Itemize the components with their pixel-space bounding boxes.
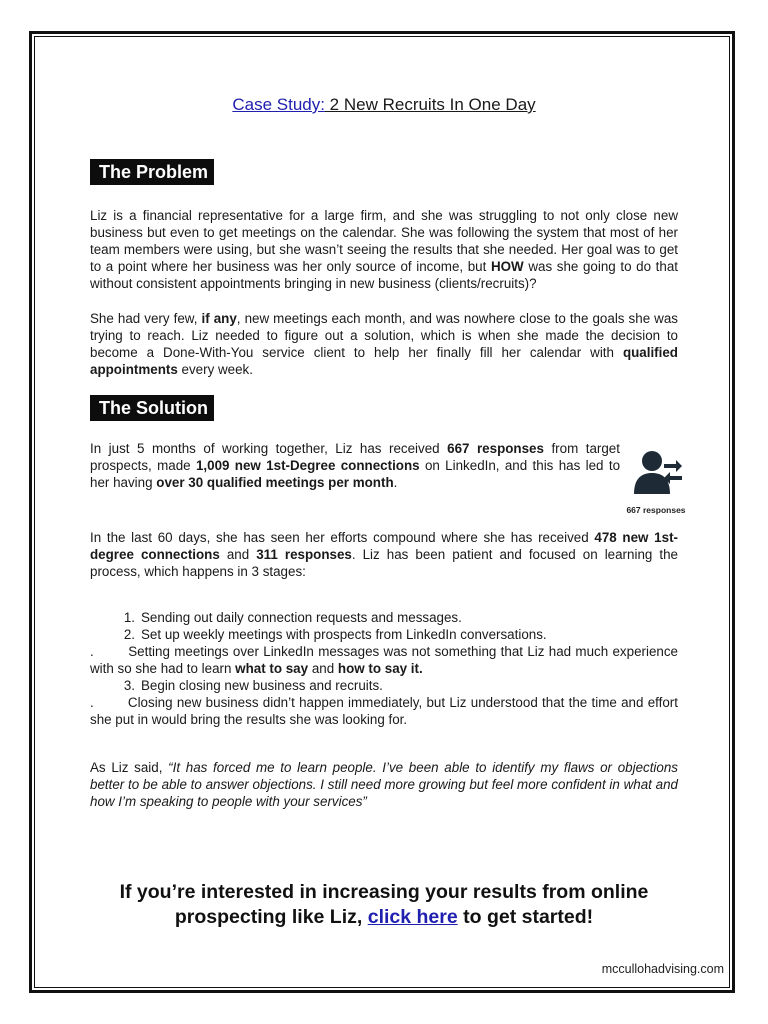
icon-caption: 667 responses	[626, 505, 686, 515]
solution-heading: The Solution	[90, 395, 214, 421]
cta-line-1: If you’re interested in increasing your results from online	[119, 881, 649, 903]
responses-figure	[620, 444, 692, 514]
step-2: 2. Set up weekly meetings with prospects from LinkedIn conversations.	[123, 627, 547, 642]
call-to-action	[0, 880, 768, 930]
title-text: 2 New Recruits In One Day	[324, 95, 536, 114]
problem-paragraph-1: Liz is a financial representative for a large firm, and she was struggling to not only close new business but even to get meetings on the calendar. She was following the system that most of her team members were using, but she wasn’t seeing the results that she needed. Her goal was to get to a point where her business was her only source of income, but HOW was she going to do that without consistent appointments bringing in new business (clients/recruits)?	[90, 208, 678, 291]
user-exchange-icon	[632, 448, 684, 496]
step-3-note: . Closing new business didn’t happen immediately, but Liz understood that the time and effort she put in would bring the results she was looking for.	[90, 695, 678, 727]
step-2-note: . Setting meetings over LinkedIn messages was not something that Liz had much experience with so she had to learn what to say and how to say it.	[90, 644, 678, 676]
document-title	[90, 94, 678, 116]
step-3: 3. Begin closing new business and recruits.	[123, 678, 383, 693]
case-study-link[interactable]: Case Study:	[232, 95, 325, 114]
problem-heading: The Problem	[90, 159, 214, 185]
solution-paragraph-1: In just 5 months of working together, Liz has received 667 responses from target prospects, made 1,009 new 1st-Degree connections on LinkedIn, and this has led to her having over 30 qualified meetings per month.	[90, 441, 621, 490]
liz-quote: As Liz said, “It has forced me to learn people. I’ve been able to identify my flaws or objections better to be able to answer objections. I still need more growing but feel more confident in what and how I’m speaking to people with your services”	[90, 760, 678, 809]
problem-paragraph-2: She had very few, if any, new meetings each month, and was nowhere close to the goals she was trying to reach. Liz needed to figure out a solution, which is when she made the decision to become a Done-With-You service client to help her finally fill her calendar with qualified appointments every week.	[90, 311, 678, 377]
cta-line-2: prospecting like Liz, click here to get started!	[174, 906, 594, 928]
click-here-link[interactable]: click here	[367, 906, 458, 928]
footer-website[interactable]: mccullohadvising.com	[601, 962, 724, 976]
step-1: 1. Sending out daily connection requests and messages.	[123, 610, 462, 625]
solution-paragraph-2: In the last 60 days, she has seen her efforts compound where she has received 478 new 1st-degree connections and 311 responses. Liz has been patient and focused on learning the process, which happens in 3 stages:	[90, 530, 678, 579]
